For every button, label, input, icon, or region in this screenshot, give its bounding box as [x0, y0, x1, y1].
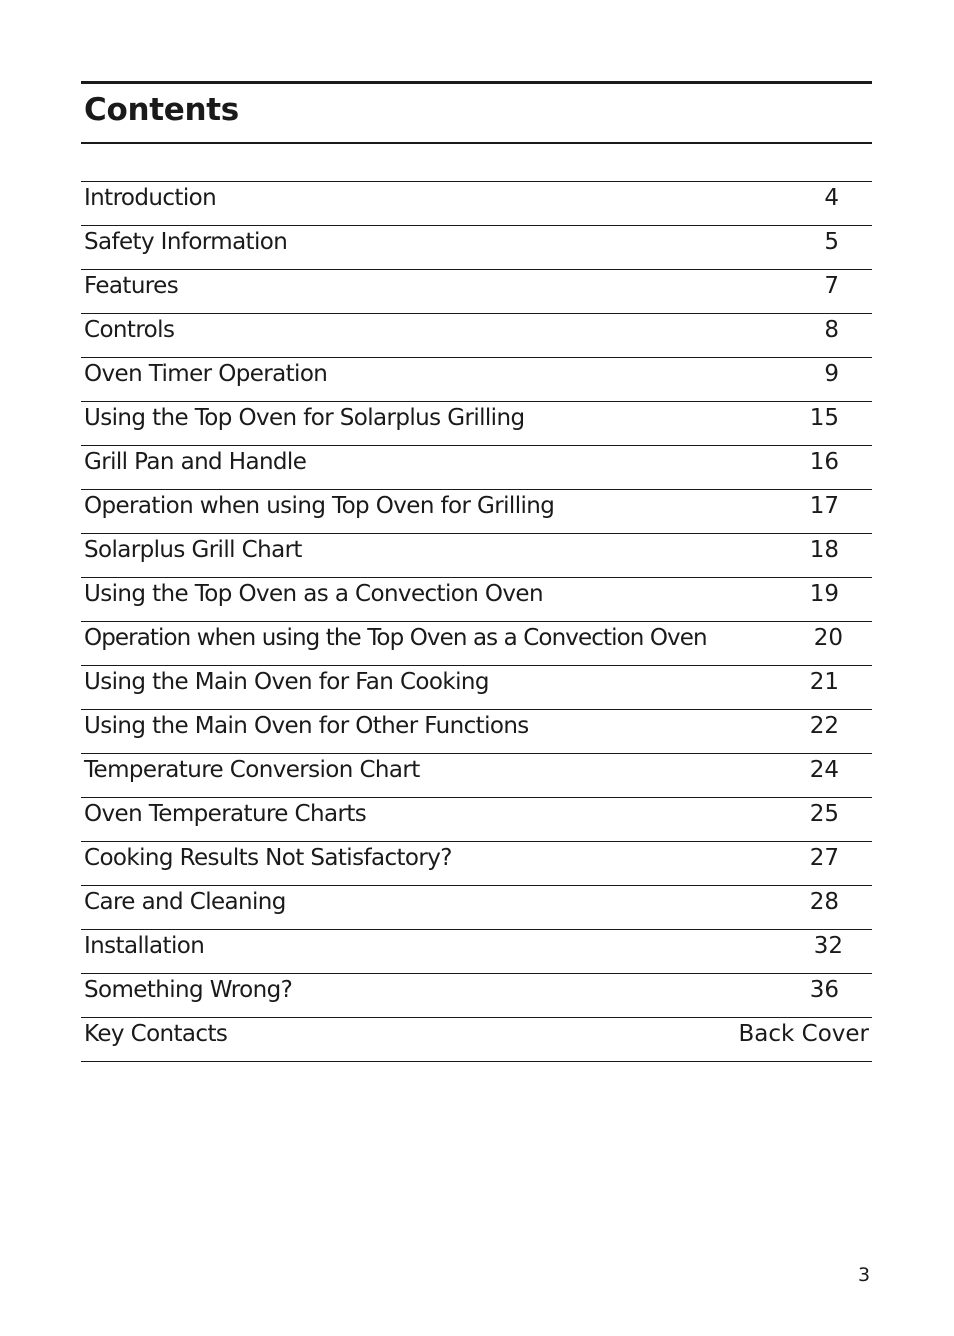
toc-entry-page: 24 [809, 757, 839, 783]
toc-entry-page: 25 [809, 801, 839, 827]
toc-row[interactable] [81, 490, 872, 534]
toc-entry-title: Using the Main Oven for Other Functions [84, 713, 529, 739]
toc-entry-title: Controls [84, 317, 175, 343]
page-title: Contents [84, 92, 239, 128]
toc-entry-page: 4 [824, 185, 839, 211]
toc-entry-title: Installation [84, 933, 205, 959]
toc-entry-page: 17 [809, 493, 839, 519]
toc-entry-title: Key Contacts [84, 1021, 228, 1047]
toc-entry-page: 18 [809, 537, 839, 563]
toc-row[interactable] [81, 622, 872, 666]
toc-entry-title: Features [84, 273, 179, 299]
toc-row[interactable] [81, 578, 872, 622]
toc-entry-page: 5 [824, 229, 839, 255]
table-of-contents [81, 181, 872, 1062]
toc-entry-page: 21 [809, 669, 839, 695]
toc-entry-title: Grill Pan and Handle [84, 449, 307, 475]
toc-row[interactable] [81, 270, 872, 314]
toc-row[interactable] [81, 930, 872, 974]
toc-row[interactable] [81, 710, 872, 754]
toc-row[interactable] [81, 974, 872, 1018]
toc-row[interactable] [81, 666, 872, 710]
toc-row[interactable] [81, 182, 872, 226]
page-number: 3 [858, 1264, 871, 1286]
toc-entry-page: 20 [813, 625, 843, 651]
toc-row[interactable] [81, 798, 872, 842]
toc-entry-page: 19 [809, 581, 839, 607]
toc-entry-title: Introduction [84, 185, 217, 211]
toc-entry-page: Back Cover [738, 1021, 869, 1047]
toc-entry-title: Oven Temperature Charts [84, 801, 367, 827]
toc-entry-title: Care and Cleaning [84, 889, 286, 915]
toc-row[interactable] [81, 886, 872, 930]
toc-entry-page: 16 [809, 449, 839, 475]
top-rule [81, 81, 872, 84]
title-rule [81, 142, 872, 144]
toc-entry-page: 28 [809, 889, 839, 915]
toc-row[interactable] [81, 446, 872, 490]
toc-entry-title: Solarplus Grill Chart [84, 537, 302, 563]
toc-entry-page: 22 [809, 713, 839, 739]
toc-entry-title: Using the Main Oven for Fan Cooking [84, 669, 489, 695]
toc-row[interactable] [81, 1018, 872, 1062]
toc-entry-page: 27 [809, 845, 839, 871]
toc-row[interactable] [81, 402, 872, 446]
toc-entry-page: 7 [824, 273, 839, 299]
toc-row[interactable] [81, 358, 872, 402]
toc-row[interactable] [81, 754, 872, 798]
toc-entry-title: Operation when using Top Oven for Grilling [84, 493, 555, 519]
toc-entry-title: Oven Timer Operation [84, 361, 328, 387]
toc-entry-title: Operation when using the Top Oven as a Convection Oven [84, 625, 707, 651]
toc-row[interactable] [81, 842, 872, 886]
toc-row[interactable] [81, 314, 872, 358]
toc-entry-page: 9 [824, 361, 839, 387]
toc-row[interactable] [81, 226, 872, 270]
toc-entry-title: Safety Information [84, 229, 288, 255]
toc-entry-title: Cooking Results Not Satisfactory? [84, 845, 452, 871]
toc-entry-title: Something Wrong? [84, 977, 293, 1003]
toc-entry-title: Using the Top Oven for Solarplus Grilling [84, 405, 525, 431]
toc-entry-title: Using the Top Oven as a Convection Oven [84, 581, 543, 607]
toc-row[interactable] [81, 534, 872, 578]
toc-entry-page: 32 [813, 933, 843, 959]
toc-entry-page: 8 [824, 317, 839, 343]
toc-entry-page: 36 [809, 977, 839, 1003]
toc-entry-page: 15 [809, 405, 839, 431]
toc-entry-title: Temperature Conversion Chart [84, 757, 420, 783]
